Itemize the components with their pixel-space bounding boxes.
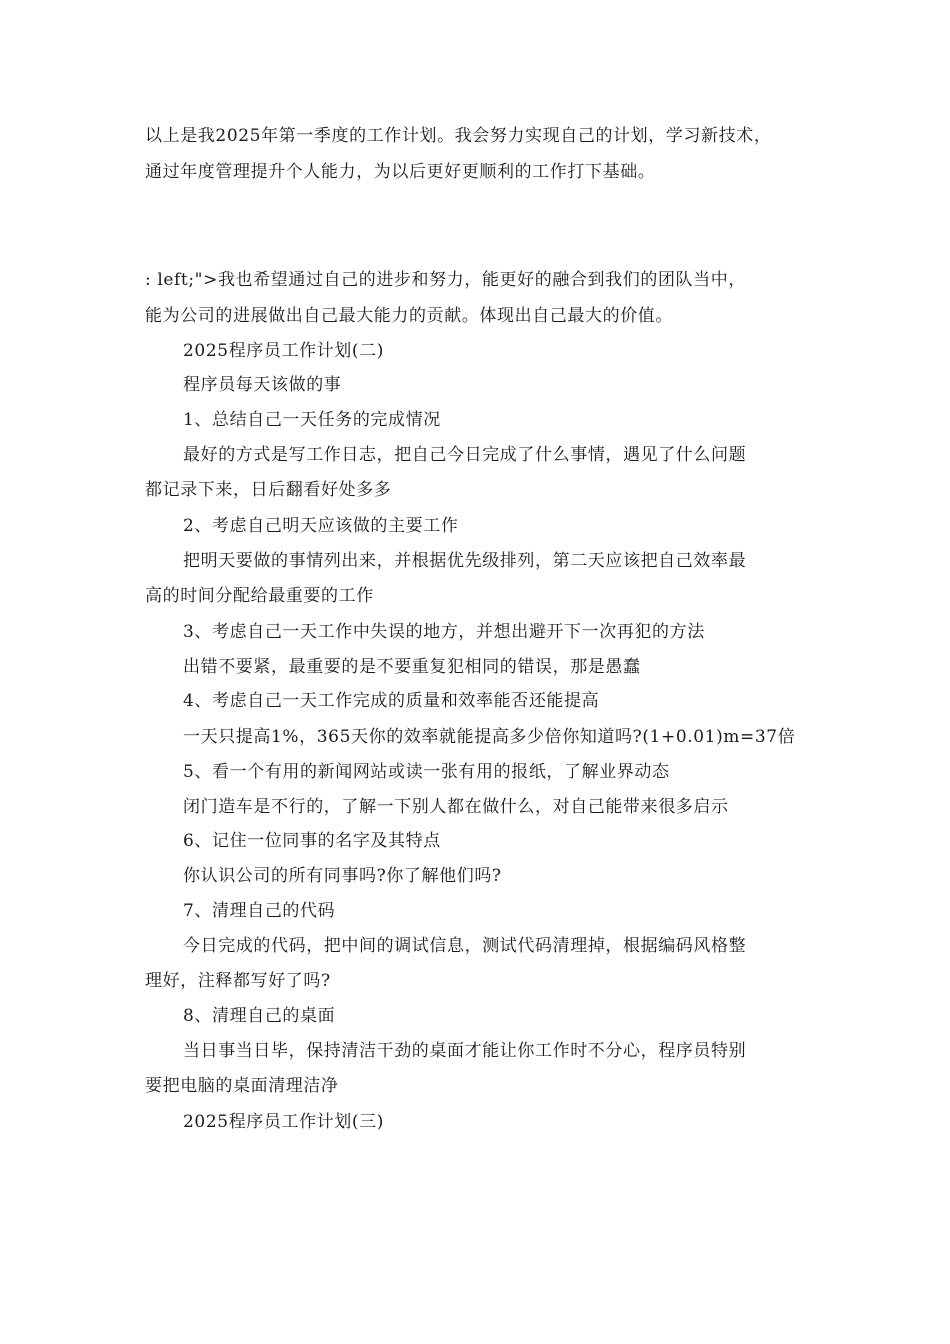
- paragraph-line: 当日事当日毕，保持清洁干劲的桌面才能让你工作时不分心，程序员特别: [183, 1041, 747, 1061]
- paragraph-line: 出错不要紧，最重要的是不要重复犯相同的错误，那是愚蠢: [183, 657, 641, 677]
- section-heading: 2025程序员工作计划(二): [183, 341, 384, 361]
- paragraph-line: 以上是我2025年第一季度的工作计划。我会努力实现自己的计划，学习新技术，: [145, 126, 772, 146]
- paragraph-line: 最好的方式是写工作日志，把自己今日完成了什么事情，遇见了什么问题: [183, 445, 747, 465]
- list-item-heading: 4、考虑自己一天工作完成的质量和效率能否还能提高: [183, 691, 600, 711]
- paragraph-line: 理好，注释都写好了吗?: [145, 971, 331, 991]
- paragraph-line: 闭门造车是不行的，了解一下别人都在做什么，对自己能带来很多启示: [183, 797, 729, 817]
- paragraph-line: : left;">我也希望通过自己的进步和努力，能更好的融合到我们的团队当中，: [145, 270, 746, 290]
- list-item-heading: 5、看一个有用的新闻网站或读一张有用的报纸，了解业界动态: [183, 762, 670, 782]
- paragraph-line: 要把电脑的桌面清理洁净: [145, 1076, 339, 1096]
- paragraph-line: 高的时间分配给最重要的工作: [145, 586, 374, 606]
- paragraph-line: 一天只提高1%，365天你的效率就能提高多少倍你知道吗?(1+0.01)m=37倍: [183, 727, 796, 747]
- paragraph-line: 把明天要做的事情列出来，并根据优先级排列，第二天应该把自己效率最: [183, 551, 747, 571]
- list-item-heading: 3、考虑自己一天工作中失误的地方，并想出避开下一次再犯的方法: [183, 622, 705, 642]
- paragraph-line: 都记录下来，日后翻看好处多多: [145, 480, 392, 500]
- list-item-heading: 2、考虑自己明天应该做的主要工作: [183, 516, 459, 536]
- paragraph-line: 你认识公司的所有同事吗?你了解他们吗?: [183, 866, 502, 886]
- section-heading: 2025程序员工作计划(三): [183, 1112, 384, 1132]
- list-item-heading: 7、清理自己的代码: [183, 901, 336, 921]
- list-item-heading: 8、清理自己的桌面: [183, 1006, 336, 1026]
- list-item-heading: 6、记住一位同事的名字及其特点: [183, 831, 441, 851]
- paragraph-line: 今日完成的代码，把中间的调试信息，测试代码清理掉，根据编码风格整: [183, 936, 747, 956]
- paragraph-line: 通过年度管理提升个人能力，为以后更好更顺利的工作打下基础。: [145, 162, 656, 182]
- list-item-heading: 1、总结自己一天任务的完成情况: [183, 410, 441, 430]
- subheading: 程序员每天该做的事: [183, 375, 342, 395]
- paragraph-line: 能为公司的进展做出自己最大能力的贡献。体现出自己最大的价值。: [145, 306, 673, 326]
